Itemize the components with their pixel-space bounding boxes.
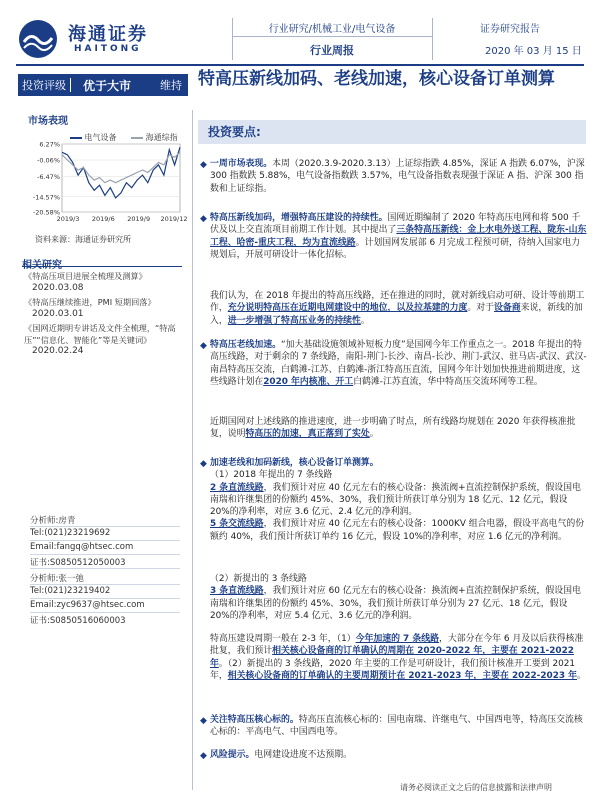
y-tick-label: 6.27% — [39, 140, 60, 149]
plot-frame — [62, 144, 180, 212]
related-item[interactable]: 《特高压继续推进，PMI 短期回落》 — [24, 297, 156, 307]
y-tick-label: -14.57% — [32, 193, 60, 202]
report-date: 2020 年 03 月 15 日 — [485, 46, 582, 57]
logo-chinese-text: 海通证券 — [68, 24, 148, 45]
analyst-rule — [30, 612, 180, 613]
industry-category: 行业研究/机械工业/电气设备 — [268, 24, 396, 35]
related-title — [22, 256, 62, 271]
para-risk — [210, 749, 588, 761]
para-text: 近期国网对上述线路的推进速度，进一步明确了时点，所有线路均规划在 2020 年获得核准批复，说明 — [210, 417, 576, 440]
report-title: 特高压新线加码、老线加速，核心设备订单测算 — [198, 69, 555, 89]
rating-separator — [70, 78, 79, 92]
x-tick-label: 2019/6 — [91, 215, 115, 223]
para-emphasis: 充分说明特高压在近期电网建设中的地位，以及拉基建的力度 — [227, 303, 468, 314]
para-head: 一周市场表现。 — [210, 159, 273, 169]
report-type: 行业周报 — [310, 44, 354, 57]
para-subhead: （1）2018 年提出的 7 条线路 — [210, 470, 333, 481]
analyst-rule — [30, 526, 180, 527]
x-tick-label: 2019/3 — [56, 215, 80, 223]
header-divider — [432, 18, 433, 60]
para-head: 特高压老线加速。 — [210, 340, 281, 350]
para-emphasis: 2020 年内核准、开工 — [263, 376, 354, 387]
y-tick-label: -6.47% — [37, 172, 60, 181]
key-points-title: 投资要点: — [198, 120, 586, 144]
disclaimer-footer: 请务必阅读正文之后的信息披露和法律声明 — [400, 783, 552, 792]
related-rule — [22, 266, 182, 267]
para-orders — [210, 457, 588, 543]
analyst-email[interactable]: Email:zyc9637@htsec.com — [30, 600, 145, 610]
analyst-name: 分析师:房青 — [30, 516, 76, 526]
market-performance-chart — [28, 140, 188, 228]
legend-label-a: 电气设备 — [84, 133, 117, 142]
para-text: 我们认为，在 2018 年提出的特高压线路，还在推进的同时，就对新线启动可研、设计等前期工作， — [210, 291, 585, 314]
related-date: 2020.03.01 — [32, 309, 84, 319]
haitong-logo — [16, 18, 166, 60]
para-head: 风险提示。 — [210, 750, 255, 760]
para-emphasis: 设备商 — [494, 303, 521, 314]
para-text: 白鹤滩-江苏直流，华中特高压交流环网等工程。 — [353, 376, 543, 387]
para-text: ，我们预计对应 40 亿元左右的核心设备：换流阀+直流控制保护系统，假设国电南瑞和许继集团的份额约 45%、30%，我们预计所获订单分别为 18 亿元、12 亿元，假设 20%的净利率，对应 3.6 亿元、2.4 亿元的净利润。 — [210, 482, 581, 518]
para-text: 国网近期编制了 2020 年特高压电网和将 500 千伏及以上交直流项目前期工作计划。其中提出了 — [210, 213, 581, 236]
legend-swatch-b — [131, 137, 143, 139]
y-tick-label: -20.58% — [32, 208, 60, 217]
para-subhead: （2）新提出的 3 条线路 — [210, 574, 307, 584]
bullet-icon: ◆ — [200, 160, 207, 170]
para-text: 来说，新线的加入， — [210, 303, 583, 326]
haitong-emblem-icon — [16, 18, 60, 60]
rating-status: 维持 — [160, 79, 182, 92]
report-label: 证券研究报告 — [480, 24, 540, 35]
para-opinion — [210, 290, 588, 327]
rating-bar — [18, 74, 188, 96]
para-text: “加大基础设施领域补短板力度”是国网今年工作重点之一。2018 年提出的特高压线路，对于剩余的 7 条线路，南阳-荆门-长沙、南昌-长沙、荆门-武汉、驻马店-武汉、武汉-南昌特高压交流，白鹤滩-江苏、白鹤滩-浙江特高压直流，国网今年计划加快推进前期进度，这些线路计划在 — [210, 340, 587, 387]
y-tick-label: -0.06% — [37, 156, 60, 165]
legend-swatch-a — [70, 137, 82, 139]
chart-source: 资料来源：海通证券研究所 — [35, 235, 131, 244]
analyst-rule — [30, 598, 180, 599]
para-emphasis: 特高压的加速，真正落到了实处 — [245, 429, 370, 440]
analyst-rule — [30, 540, 180, 541]
para-text: 。 — [577, 670, 586, 681]
para-text: 。（2）新提出的 3 条线路，2020 年主要的工作是可研设计，我们预计核准开工要到 2021 年， — [210, 658, 576, 681]
para-head: 加速老线和加码新线，核心设备订单测算。 — [210, 458, 379, 468]
para-text: ，我们预计对应 40 亿元左右的核心设备：1000KV 组合电器，假设平高电气的份额约 40%，我们预计所获订单约 16 亿元，假设 10%的净利率，对应 1.6 亿元的净利润。 — [210, 519, 585, 542]
para-text: 本周（2020.3.9-2020.3.13）上证综指跌 4.85%，深证 A 指跌 6.07%，沪深 300 指数跌 5.88%，电气设备指数跌 3.57%，电气设备指数表现强于深证 A 指、沪深 300 指数和上证综指。 — [210, 159, 585, 194]
para-emphasis: 进一步增强了特高压业务的持续性 — [227, 315, 361, 326]
para-emphasis: 相关核心设备商的订单确认的周期在 2020-2022 年，主要在 2021-2022 年 — [210, 646, 574, 669]
bullet-icon: ◆ — [200, 459, 207, 469]
rating-value: 优于大市 — [83, 78, 132, 93]
para-text: 。计划国网发展部 6 月完成工程预可研，待纳入国家电力规划后，开展可研设计一体化招标。 — [210, 237, 580, 260]
para-text: ，我们预计对应 60 亿元左右的核心设备：换流阀+直流控制保护系统，假设国电南瑞和许继集团的份额约 45%、30%，我们预计所获订单分别为 27 亿元、18 亿元，假设 20%的净利率，对应 5.4 亿元、3.6 亿元的净利润。 — [210, 586, 581, 621]
analyst-tel: Tel:(021)23219402 — [30, 586, 111, 596]
para-new-lines — [210, 212, 588, 261]
para-emphasis: 今年加速的 7 条线路 — [355, 634, 439, 644]
x-tick-label: 2019/12 — [160, 215, 188, 223]
analyst-cert: 证书:S0850512050003 — [30, 558, 126, 568]
analyst-email[interactable]: Email:fangq@htsec.com — [30, 542, 134, 552]
bullet-icon: ◆ — [200, 341, 207, 351]
analyst-rule — [30, 568, 180, 569]
para-new-orders — [210, 573, 588, 622]
rating-label: 投资评级 — [22, 79, 66, 92]
series-line-index — [62, 152, 180, 182]
analyst-rule — [30, 554, 180, 555]
para-emphasis: 2 条直流线路 — [210, 482, 264, 493]
para-head: 关注特高压核心标的。 — [210, 715, 299, 725]
related-item[interactable]: 《国网近期明专讲话及文件全梳理，“特高压”“信息化、智能化”等是关键词》 — [24, 323, 176, 345]
para-emphasis: 3 条直流线路 — [210, 586, 264, 597]
para-emphasis: 相关核心设备商的订单确认的主要周期预计在 2021-2023 年，主要在 2022-2023 年 — [227, 670, 578, 681]
related-date: 2020.03.08 — [32, 283, 84, 293]
analyst-tel: Tel:(021)23219692 — [30, 528, 111, 538]
market-title: 市场表现 — [28, 116, 68, 127]
logo-english-text: HAITONG — [74, 44, 142, 54]
bullet-icon: ◆ — [200, 214, 207, 224]
related-item[interactable]: 《特高压项目进展全梳理及测算》 — [24, 271, 147, 281]
bullet-icon: ◆ — [200, 716, 207, 726]
para-targets — [210, 714, 588, 739]
analyst-cert: 证书:S0850516060003 — [30, 616, 126, 626]
para-emphasis: 三条特高压新线：金上水电外送工程、陇东-山东工程、哈密-重庆工程，均为直流线路 — [210, 225, 587, 248]
header-divider — [232, 36, 432, 37]
para-text: 。 — [360, 315, 370, 326]
para-text: 。 — [369, 429, 379, 440]
para-market — [210, 158, 588, 195]
x-tick-label: 2019/9 — [127, 215, 151, 223]
legend-label-b: 海通综指 — [145, 133, 178, 142]
analyst-rule — [30, 584, 180, 585]
para-text: 特高压建设周期一般在 2-3 年，（1） — [210, 634, 356, 644]
analyst-name: 分析师:张一弛 — [30, 574, 84, 584]
related-date: 2020.02.24 — [32, 346, 84, 356]
para-text: 特高压直流核心标的：国电南瑞、许继电气、中国西电等，特高压交流核心标的：平高电气、中国西电等。 — [210, 715, 583, 738]
para-acceleration — [210, 416, 588, 441]
header-rule — [16, 64, 584, 66]
para-old-lines — [210, 339, 588, 388]
para-text: ，大部分在今年 6 月及以后获得核准批复，我们预计 — [210, 634, 584, 657]
bullet-icon: ◆ — [200, 751, 207, 761]
para-text: 。对于 — [467, 303, 494, 314]
para-emphasis: 5 条交流线路 — [210, 519, 264, 530]
para-text: 电网建设进度不达预期。 — [254, 750, 352, 760]
series-line-sector — [62, 147, 180, 198]
para-head: 特高压新线加码，增强特高压建设的持续性。 — [210, 213, 388, 223]
column-divider — [192, 110, 193, 790]
para-cycle — [210, 633, 588, 682]
